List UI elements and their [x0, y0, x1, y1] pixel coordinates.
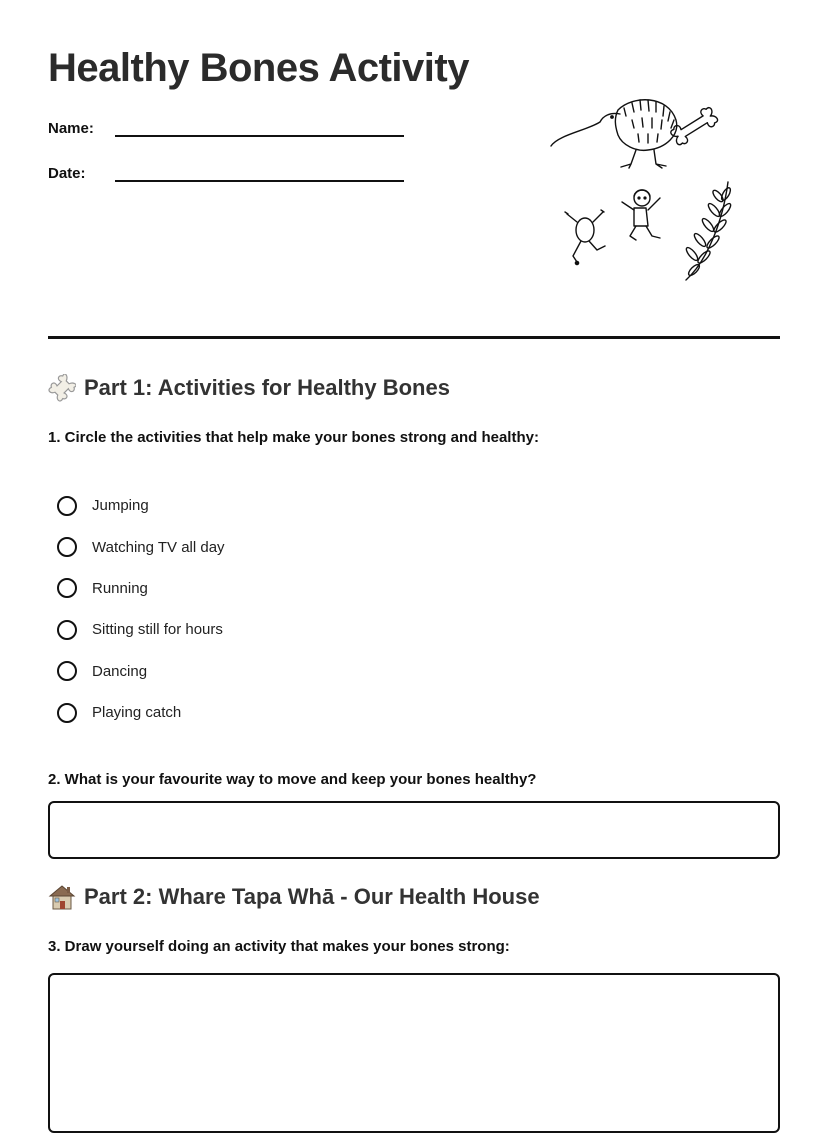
option-label: Playing catch: [92, 704, 182, 722]
option-circle[interactable]: [57, 661, 77, 681]
jumping-child-icon: [565, 210, 605, 265]
jumping-child-icon: [622, 190, 660, 240]
part1-heading: [48, 374, 450, 402]
name-label: Name:: [48, 120, 94, 137]
question-1: 1. Circle the activities that help make your bones strong and healthy:: [48, 429, 539, 446]
header-illustration: [548, 90, 738, 285]
option-circle[interactable]: [57, 578, 77, 598]
favourite-movement-answer-box[interactable]: [48, 801, 780, 859]
option-running[interactable]: [57, 568, 225, 609]
bone-icon: [48, 374, 76, 402]
drawing-area-box[interactable]: [48, 973, 780, 1133]
option-circle[interactable]: [57, 703, 77, 723]
date-input-line[interactable]: [115, 162, 404, 182]
activity-options-list: [57, 485, 225, 733]
option-label: Watching TV all day: [92, 538, 225, 556]
date-field-row: [48, 162, 404, 182]
option-label: Dancing: [92, 662, 148, 680]
name-input-line[interactable]: [115, 117, 404, 137]
option-label: Sitting still for hours: [92, 621, 223, 639]
option-circle[interactable]: [57, 620, 77, 640]
kiwi-bird-icon: [551, 100, 677, 168]
fern-icon: [685, 182, 733, 280]
option-sitting-still[interactable]: [57, 609, 225, 650]
section-divider: [48, 336, 780, 339]
option-label: Running: [92, 579, 148, 597]
option-jumping[interactable]: [57, 485, 225, 526]
part2-heading-text: Part 2: Whare Tapa Whā - Our Health House: [84, 884, 540, 909]
option-dancing[interactable]: [57, 651, 225, 692]
option-circle[interactable]: [57, 496, 77, 516]
part2-heading: [48, 883, 540, 911]
option-label: Jumping: [92, 497, 149, 515]
option-watching-tv[interactable]: [57, 526, 225, 567]
question-3: 3. Draw yourself doing an activity that makes your bones strong:: [48, 938, 510, 955]
option-circle[interactable]: [57, 537, 77, 557]
date-label: Date:: [48, 165, 86, 182]
part1-heading-text: Part 1: Activities for Healthy Bones: [84, 375, 450, 400]
question-2: 2. What is your favourite way to move and keep your bones healthy?: [48, 771, 537, 788]
option-playing-catch[interactable]: [57, 692, 225, 733]
bone-icon: [669, 105, 720, 147]
page-title: Healthy Bones Activity: [48, 46, 469, 90]
name-field-row: [48, 117, 404, 137]
house-icon: [48, 883, 76, 911]
